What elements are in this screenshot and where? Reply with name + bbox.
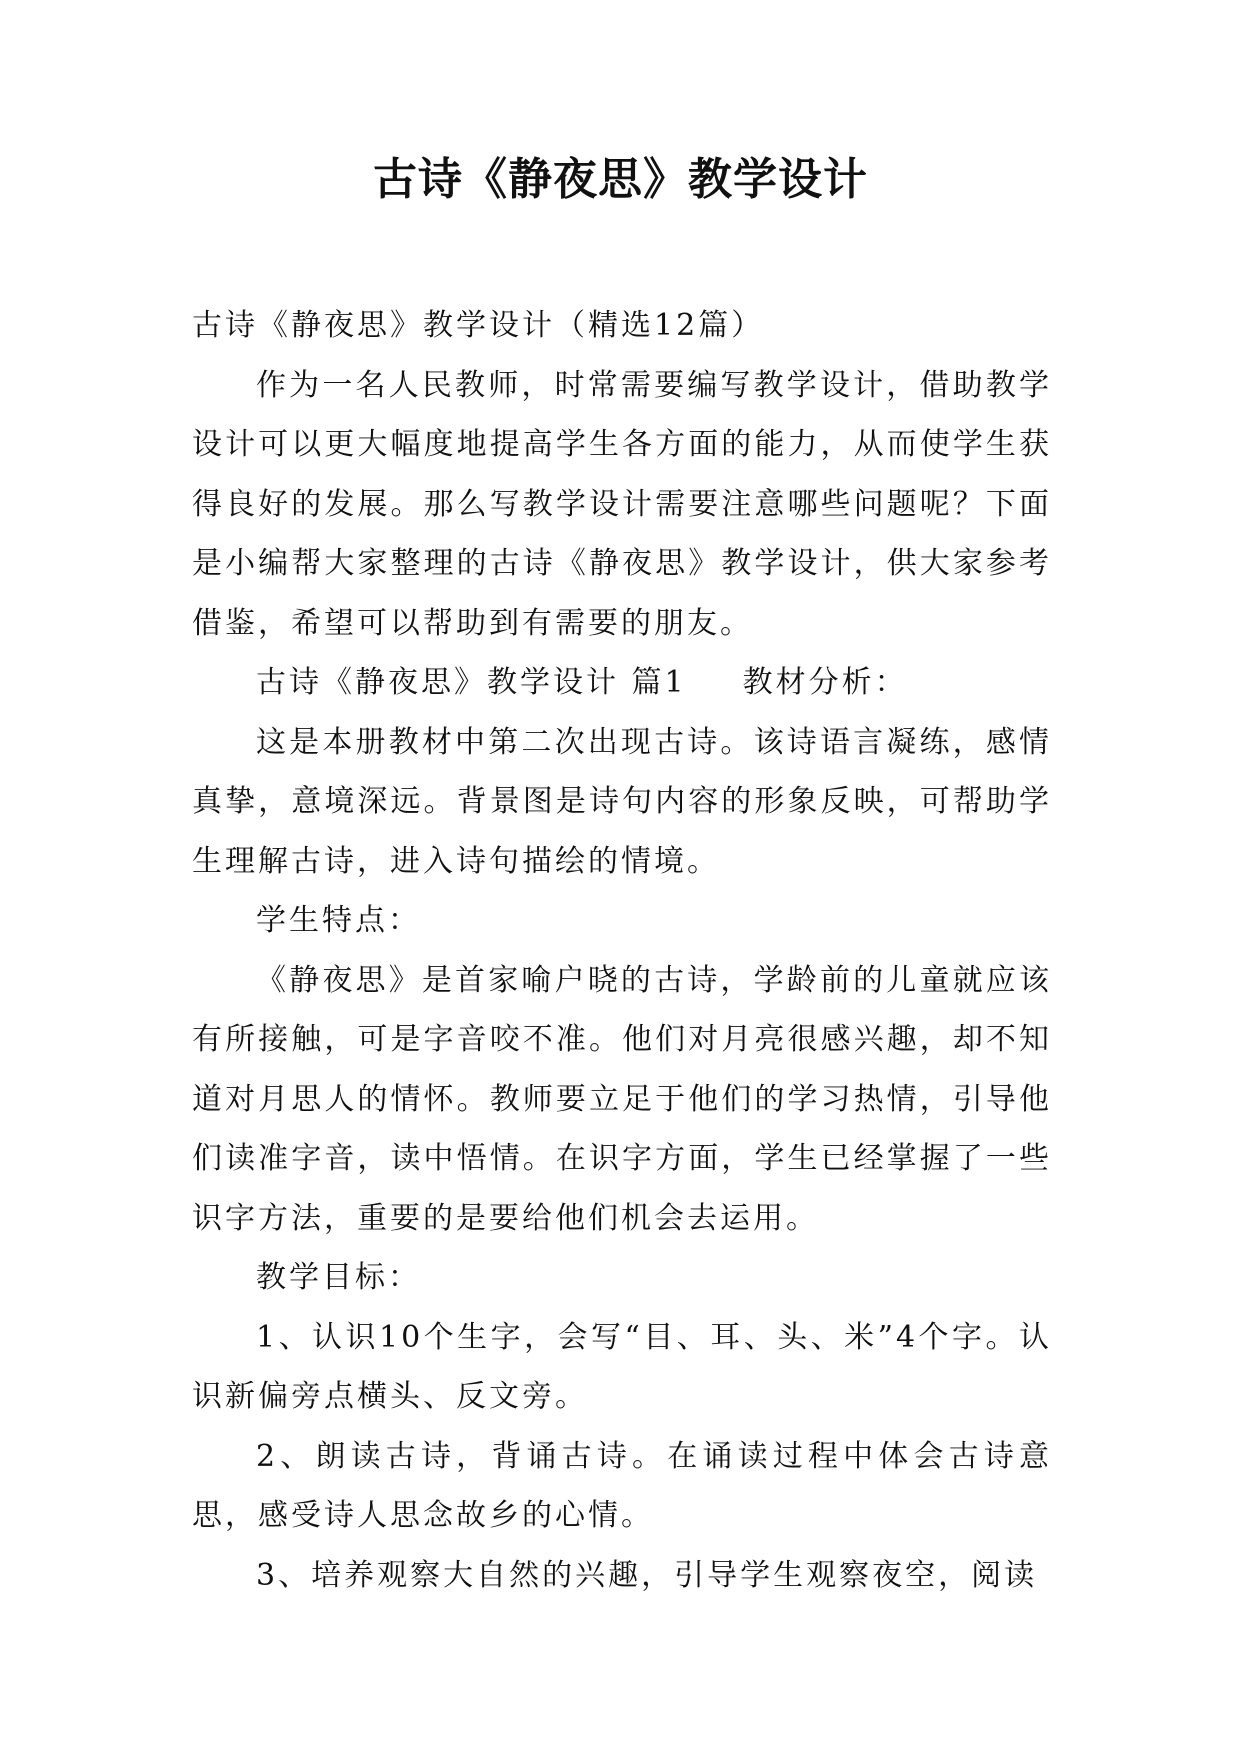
- document-body: [192, 296, 1052, 1605]
- material-heading: 教材分析：: [742, 665, 908, 700]
- section1-heading: 古诗《静夜思》教学设计 篇1: [256, 665, 687, 700]
- goal-item-1: 1、认识10个生字，会写“目、耳、头、米”4个字。认识新偏旁点横头、反文旁。: [192, 1319, 1052, 1414]
- student-heading: 学生特点：: [256, 903, 421, 938]
- goal-item-3: 3、培养观察大自然的兴趣，引导学生观察夜空，阅读: [256, 1557, 1038, 1593]
- material-paragraph: 这是本册教材中第二次出现古诗。该诗语言凝练，感情真挚，意境深远。背景图是诗句内容的形象反映，可帮助学生理解古诗，进入诗句描绘的情境。: [192, 724, 1052, 879]
- document-title: 古诗《静夜思》教学设计: [373, 154, 868, 205]
- section-heading-line: [192, 653, 1052, 713]
- intro-paragraph: 作为一名人民教师，时常需要编写教学设计，借助教学设计可以更大幅度地提高学生各方面的能力，从而使学生获得良好的发展。那么写教学设计需要注意哪些问题呢？下面是小编帮大家整理的古诗《静夜思》教学设计，供大家参考借鉴，希望可以帮助到有需要的朋友。: [192, 367, 1052, 641]
- goals-heading: 教学目标：: [256, 1260, 421, 1295]
- document-subtitle: 古诗《静夜思》教学设计（精选12篇）: [192, 308, 765, 343]
- student-paragraph: 《静夜思》是首家喻户晓的古诗，学龄前的儿童就应该有所接触，可是字音咬不准。他们对月亮很感兴趣，却不知道对月思人的情怀。教师要立足于他们的学习热情，引导他们读准字音，读中悟情。在识字方面，学生已经掌握了一些识字方法，重要的是要给他们机会去运用。: [192, 962, 1052, 1236]
- goal-item-2: 2、朗读古诗，背诵古诗。在诵读过程中体会古诗意思，感受诗人思念故乡的心情。: [192, 1438, 1052, 1533]
